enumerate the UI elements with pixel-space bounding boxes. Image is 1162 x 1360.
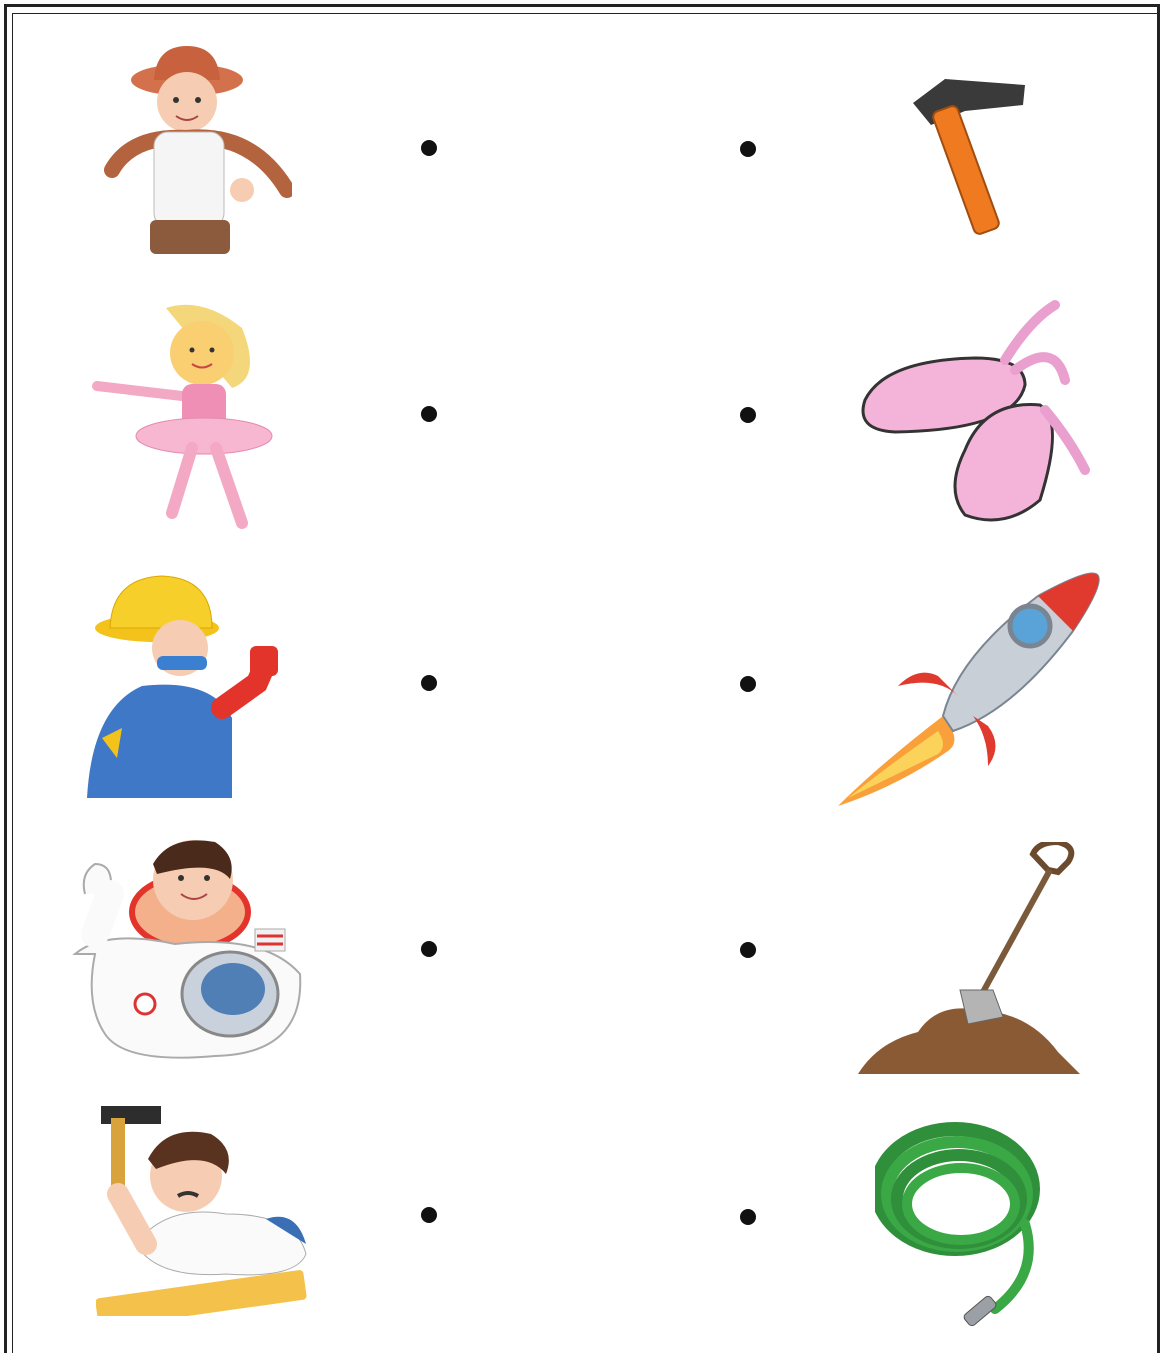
rocket-icon xyxy=(838,566,1103,811)
match-row-1 xyxy=(0,20,1162,288)
match-dot-right-5[interactable] xyxy=(740,1209,756,1225)
match-dot-right-4[interactable] xyxy=(740,942,756,958)
match-row-5 xyxy=(0,1092,1162,1360)
match-dot-right-2[interactable] xyxy=(740,407,756,423)
match-dot-right-3[interactable] xyxy=(740,676,756,692)
firefighter-icon xyxy=(82,568,287,803)
ballet-dancer-icon xyxy=(92,298,277,533)
match-dot-left-5[interactable] xyxy=(421,1207,437,1223)
astronaut-icon xyxy=(65,834,315,1066)
match-row-2 xyxy=(0,288,1162,556)
match-row-3 xyxy=(0,556,1162,824)
carpenter-icon xyxy=(96,1104,311,1316)
match-dot-left-2[interactable] xyxy=(421,406,437,422)
match-dot-left-3[interactable] xyxy=(421,675,437,691)
match-dot-left-4[interactable] xyxy=(421,941,437,957)
match-dot-right-1[interactable] xyxy=(740,141,756,157)
shovel-icon xyxy=(858,842,1080,1080)
ballet-shoes-icon xyxy=(855,300,1090,532)
hose-icon xyxy=(875,1104,1055,1344)
match-dot-left-1[interactable] xyxy=(421,140,437,156)
hammer-icon xyxy=(905,65,1035,240)
match-row-4 xyxy=(0,824,1162,1092)
archaeologist-icon xyxy=(92,40,292,265)
